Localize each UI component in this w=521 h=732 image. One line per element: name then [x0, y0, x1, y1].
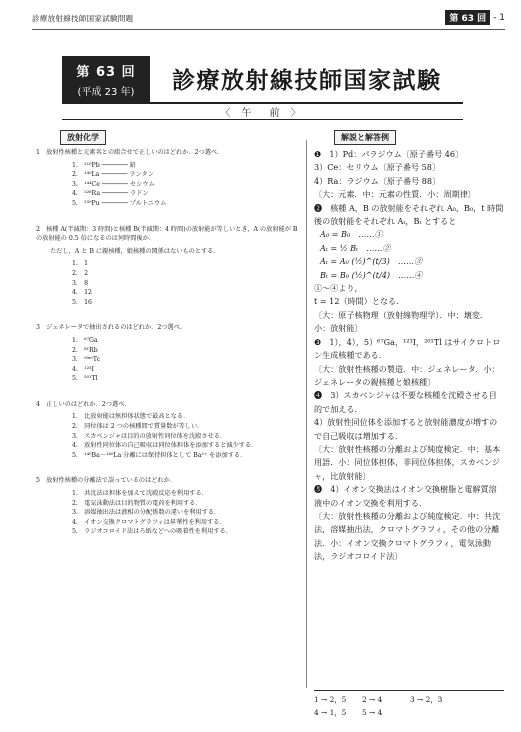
option: 3. ¹⁴⁴Ce ─────── セシウム: [72, 180, 155, 188]
option: 4. ¹²³I: [72, 365, 94, 373]
question-column: [36, 148, 301, 549]
option: 3. ⁹⁹ᵐTc: [72, 356, 100, 364]
option: 3. 8: [72, 279, 89, 287]
session-badge: [62, 56, 150, 102]
equation: Aₜ = ½ Bₜ ……②: [320, 242, 391, 253]
page-title: 診療放射線技師国家試験: [172, 67, 442, 94]
explanation-line: t = 12（時間）となる．: [314, 296, 405, 307]
explanation-line: 3）Ce：セリウム〔原子番号 58〕: [314, 162, 441, 173]
answer-row: [314, 693, 504, 706]
question-5: [36, 476, 301, 537]
option: 1. ⁶⁷Ga: [72, 336, 98, 344]
option: 4. ²²⁶Ra ─────── ラドン: [72, 190, 149, 198]
option: 5. ²⁰¹Tl: [72, 375, 98, 383]
question-stem: 3 ジェネレータで抽出されるのはどれか．2つ選べ．: [36, 324, 187, 332]
question-1: [36, 148, 301, 209]
option: 4. 放射性同位体の自己吸収は同位体担体を添加すると減少する．: [72, 442, 258, 450]
explanation-line: ❷ 核種 A，B の放射能をそれぞれ A₀，B₀，t 時間後の放射能をそれぞれ Aₜ，Bₜ とすると: [314, 202, 504, 227]
equation: Bₜ = B₀ (½)^(t/4) ……④: [320, 269, 423, 280]
option: 5. ²³⁹Pu ─────── プルトニウム: [72, 199, 167, 207]
answer: 4 → 1，5: [314, 708, 347, 717]
question-stem: 2 核種 A(半減期：3 時間)と核種 B(半減期：4 時間)の放射能が等しいとき，A の放射能が B の放射能の 0.5 倍になるのは何時間後か．: [36, 225, 298, 243]
option: 4. 12: [72, 289, 92, 297]
left-section-label: 放射化学: [60, 130, 106, 145]
answer: 2 → 4: [362, 695, 383, 704]
exam-number-badge: 第 63 回: [445, 10, 490, 25]
running-header-page: [445, 10, 505, 25]
session-part: [62, 103, 463, 119]
option: 5. ¹⁴⁰Ba－¹⁴⁰La 分離には保持担体として Ba²⁺ を添加する．: [72, 451, 247, 459]
option: 1. 共沈法は担体を加えて沈殿反応を利用する．: [72, 490, 208, 498]
option: 2. 電気泳動法は目的物質の電荷を利用する．: [72, 499, 202, 507]
explanation-line: ①〜④より，: [314, 283, 363, 294]
explanation-line: 〔大：放射性核種の分離および純度検定．中：共沈法，溶媒抽出法，クロマトグラフィ，その他の分離法．小：イオン交換クロマトグラフィ，電気泳動法，ラジオコロイド法〕: [314, 510, 501, 562]
explanation-line: ❸ 1），4），5）⁶⁷Ga，¹²³I，²⁰¹Tl はサイクロトロン生成核種である．: [314, 336, 501, 361]
page-number: - 1: [493, 12, 505, 23]
question-note: ただし，A と B に親核種，娘核種の関係はないものとする．: [50, 247, 220, 255]
answer: 3 → 2，3: [410, 695, 443, 704]
option: 1. 1: [72, 260, 89, 268]
answer: [410, 706, 458, 719]
option: 2. 2: [72, 269, 89, 277]
question-3: [36, 323, 301, 384]
question-stem: 5 放射性核種の分離法で誤っているのはどれか．: [36, 477, 177, 485]
explanation-line: 〔大：放射性核種の分離および純度検定．中：基本用語．小：同位体担体，非同位体担体，スカベンジャ，比放射能〕: [314, 443, 501, 481]
explanation-line: ❺ 4）イオン交換法はイオン交換樹脂と電解質溶液中のイオン交換を利用する．: [314, 484, 497, 508]
option: 1. ²¹⁰Pb ─────── 鉛: [72, 161, 136, 169]
option: 4. イオン交換クロマトグラフィは昇華性を利用する．: [72, 518, 226, 526]
explanation-line: ❹ 3）スカベンジャは不要な核種を沈殿させる目的で加える．: [314, 390, 497, 414]
question-stem: 4 正しいのはどれか．2つ選べ．: [36, 400, 131, 408]
explanation-line: ❶ 1）Pd：パラジウム〔原子番号 46〕: [314, 149, 464, 159]
answer-column: [314, 148, 504, 564]
session-year: (平成 23 年): [77, 87, 135, 98]
answer-key: [314, 690, 504, 719]
option: 2. 同位体は 2 つの核種間で質量数が等しい．: [72, 423, 204, 431]
explanation-line: 〔大：放射性核種の製造．中：ジェネレータ．小：ジェネレータの親核種と娘核種〕: [314, 363, 500, 387]
option: 1. 比放射能は無担体状態で最高となる．: [72, 413, 190, 421]
running-header-title: 診療放射線技師国家試験問題: [32, 14, 134, 23]
option: 3. 溶媒抽出法は液相の分配係数の違いを利用する．: [72, 509, 221, 517]
session-rule: [62, 119, 463, 120]
column-divider: [306, 140, 307, 688]
session-part-label: 〈 午 前 〉: [220, 108, 305, 119]
session-number: 第 63 回: [76, 65, 136, 80]
option: 2. ¹⁴⁰La ─────── ランタン: [72, 171, 154, 179]
option: 3. スカベンジャは目的の放射性同位体を沈殿させる．: [72, 432, 227, 440]
explanation-line: 〔大：元素．中：元素の性質．小：周期律〕: [314, 189, 476, 200]
explanation-line: 4）Ra：ラジウム〔原子番号 88〕: [314, 175, 441, 186]
explanation-line: 〔大：原子核物理（放射線物理学）．中：壊変．小：放射能〕: [314, 309, 489, 334]
answer: 5 → 4: [362, 708, 383, 717]
question-2: [36, 225, 301, 308]
equation: A₀ = B₀ ……①: [320, 229, 383, 240]
option: 2. ⁸¹Rb: [72, 346, 98, 354]
explanation-line: 4）放射性同位体を添加すると放射能濃度が増すので自己吸収は増加する．: [314, 417, 498, 441]
equation: Aₜ = A₀ (½)^(t/3) ……③: [320, 256, 423, 267]
right-section-label: 解説と解答例: [334, 130, 396, 145]
question-stem: 1 放射性核種と元素名との組合せで正しいのはどれか．2つ選べ．: [36, 149, 224, 156]
answer-row: [314, 706, 504, 719]
header-rule: [32, 29, 505, 30]
question-4: [36, 400, 301, 461]
answer: 1 → 2，5: [314, 695, 347, 704]
option: 5. 16: [72, 298, 92, 306]
option: 5. ラジオコロイド法はろ紙などへの吸着性を利用する．: [72, 528, 232, 536]
